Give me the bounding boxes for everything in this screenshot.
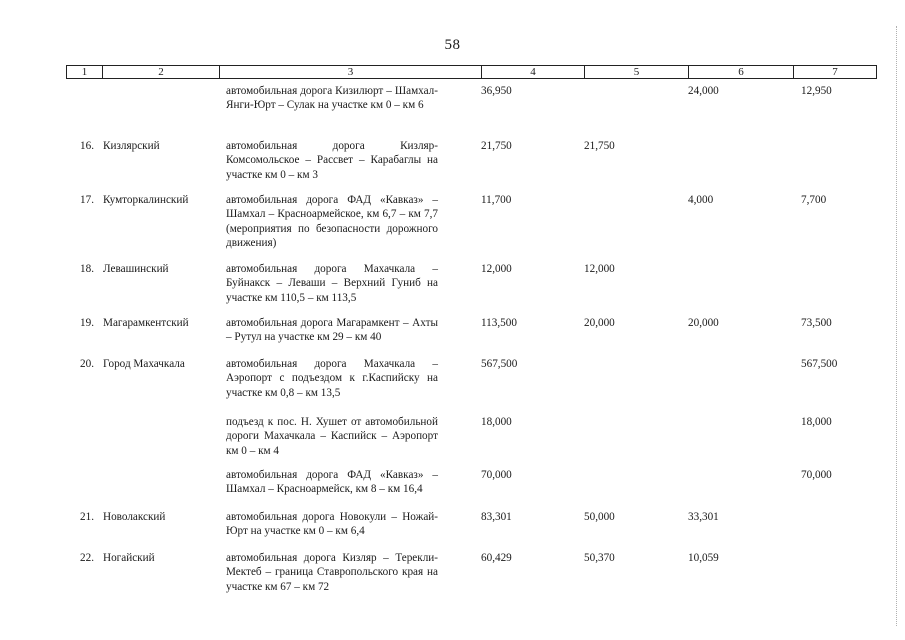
road-description: автомобильная дорога Махачкала – Буйнакск – Леваши – Верхний Гуниб на участке км 110,5 – км 113,5 <box>226 263 438 304</box>
scan-edge-line <box>896 26 898 626</box>
column-header-row <box>66 65 877 79</box>
road-description: автомобильная дорога ФАД «Кавказ» – Шамхал – Красноармейск, км 8 – км 16,4 <box>226 469 438 496</box>
value-column-4: 567,500 <box>481 358 518 370</box>
row-number: 18. <box>80 263 94 275</box>
value-column-4: 21,750 <box>481 140 512 152</box>
district-name: Кумторкалинский <box>103 194 189 206</box>
row-number: 21. <box>80 511 94 523</box>
column-header-7: 7 <box>794 66 877 79</box>
value-column-4: 70,000 <box>481 469 512 481</box>
road-description: автомобильная дорога Магарамкент – Ахты – Рутул на участке км 29 – км 40 <box>226 317 438 344</box>
district-name: Город Махачкала <box>103 358 185 370</box>
value-column-4: 113,500 <box>481 317 517 329</box>
value-column-4: 18,000 <box>481 416 512 428</box>
row-number: 22. <box>80 552 94 564</box>
value-column-7: 73,500 <box>801 317 832 329</box>
column-header-6: 6 <box>689 66 794 79</box>
road-description: автомобильная дорога ФАД «Кавказ» – Шамхал – Красноармейское, км 6,7 – км 7,7 (мероприятия по безопасности дорожного движения) <box>226 194 438 250</box>
row-number: 19. <box>80 317 94 329</box>
value-column-7: 12,950 <box>801 85 832 97</box>
value-column-6: 24,000 <box>688 85 719 97</box>
value-column-5: 12,000 <box>584 263 615 275</box>
district-name: Левашинский <box>103 263 169 275</box>
district-name: Ногайский <box>103 552 155 564</box>
value-column-5: 50,000 <box>584 511 615 523</box>
column-header-1: 1 <box>67 66 103 79</box>
value-column-6: 20,000 <box>688 317 719 329</box>
value-column-5: 20,000 <box>584 317 615 329</box>
road-description: автомобильная дорога Кизляр – Терекли-Мектеб – граница Ставропольского края на участке км 67 – км 72 <box>226 552 438 593</box>
road-description: автомобильная дорога Новокули – Ножай-Юрт на участке км 0 – км 6,4 <box>226 511 438 538</box>
page-number: 58 <box>444 37 461 53</box>
value-column-5: 21,750 <box>584 140 615 152</box>
road-description: автомобильная дорога Кизилюрт – Шамхал-Янги-Юрт – Сулак на участке км 0 – км 6 <box>226 85 438 112</box>
value-column-4: 12,000 <box>481 263 512 275</box>
value-column-7: 7,700 <box>801 194 827 206</box>
district-name: Магарамкентский <box>103 317 189 329</box>
district-name: Новолакский <box>103 511 166 523</box>
value-column-7: 18,000 <box>801 416 832 428</box>
value-column-6: 33,301 <box>688 511 719 523</box>
column-header-5: 5 <box>585 66 689 79</box>
value-column-7: 567,500 <box>801 358 838 370</box>
column-header-2: 2 <box>103 66 220 79</box>
column-header-4: 4 <box>482 66 585 79</box>
row-number: 17. <box>80 194 94 206</box>
value-column-4: 83,301 <box>481 511 512 523</box>
value-column-5: 50,370 <box>584 552 615 564</box>
road-description: подъезд к пос. Н. Хушет от автомобильной дороги Махачкала – Каспийск – Аэропорт км 0 – км 4 <box>226 416 438 457</box>
row-number: 20. <box>80 358 94 370</box>
road-description: автомобильная дорога Кизляр-Комсомольское – Рассвет – Карабаглы на участке км 0 – км 3 <box>226 140 438 181</box>
value-column-6: 4,000 <box>688 194 714 206</box>
column-header-3: 3 <box>220 66 482 79</box>
district-name: Кизлярский <box>103 140 160 152</box>
value-column-7: 70,000 <box>801 469 832 481</box>
value-column-6: 10,059 <box>688 552 719 564</box>
value-column-4: 11,700 <box>481 194 512 206</box>
row-number: 16. <box>80 140 94 152</box>
value-column-4: 60,429 <box>481 552 512 564</box>
road-description: автомобильная дорога Махачкала – Аэропорт с подъездом к г.Каспийску на участке км 0,8 – км 13,5 <box>226 358 438 399</box>
value-column-4: 36,950 <box>481 85 512 97</box>
